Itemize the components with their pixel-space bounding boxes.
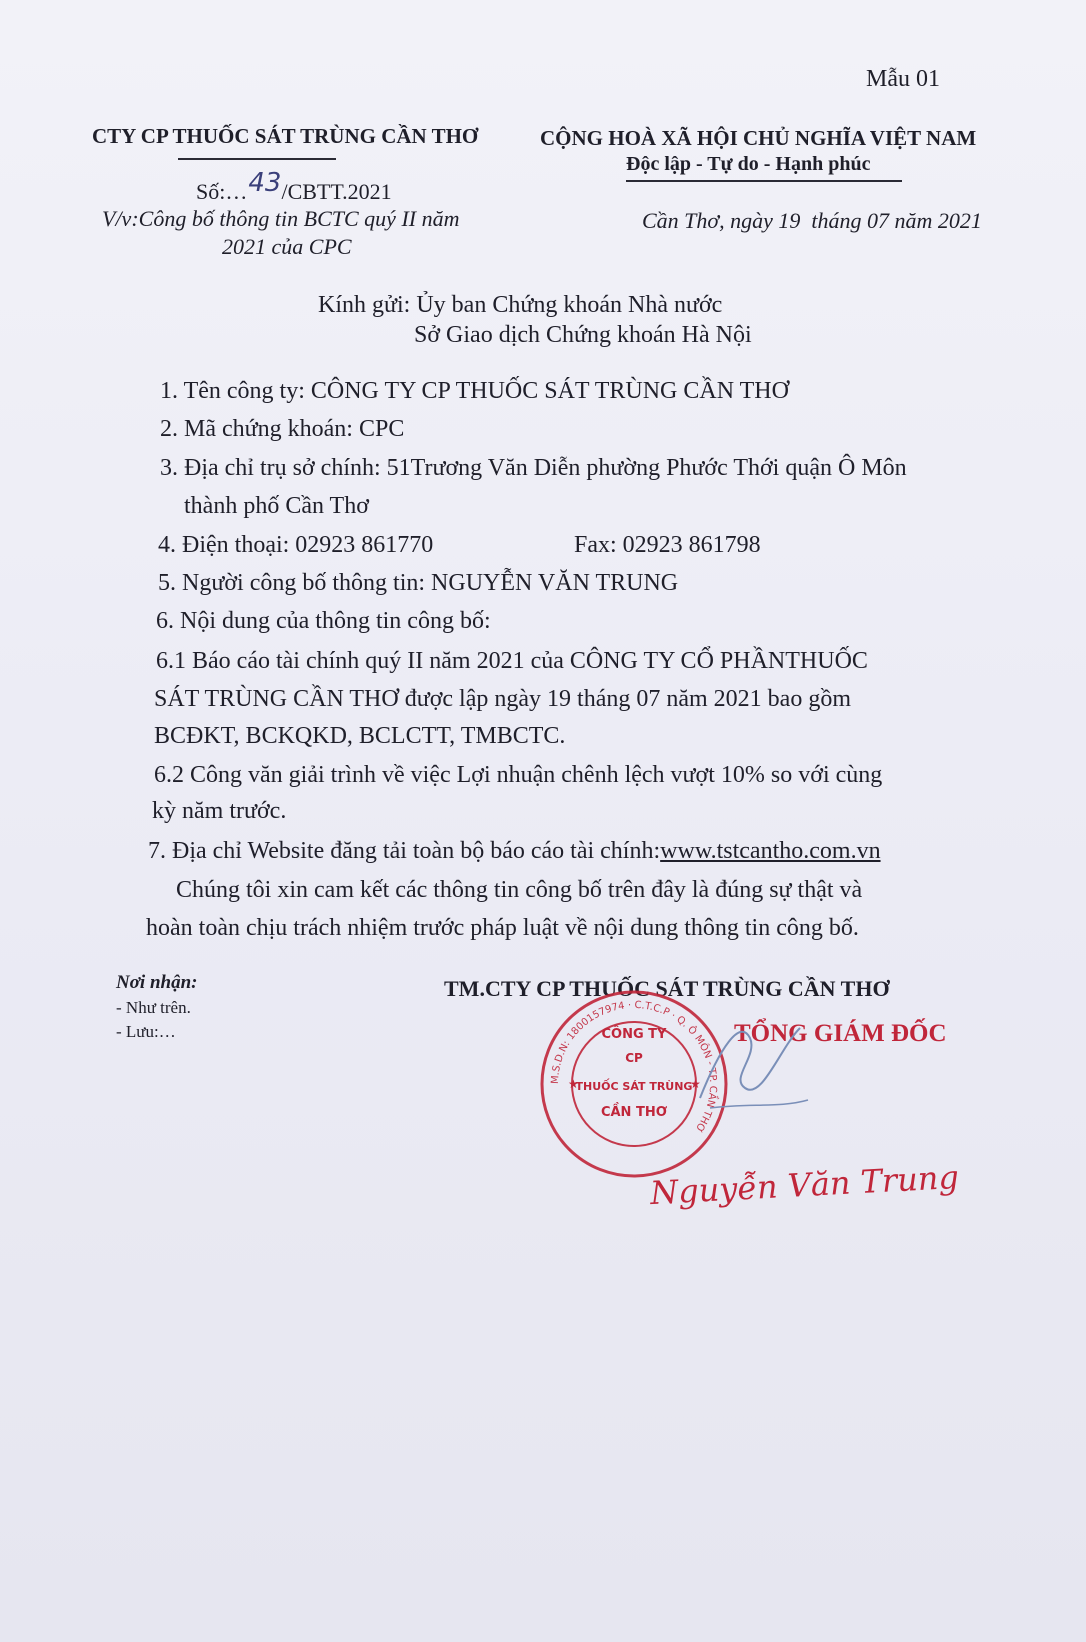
svg-text:CÔNG TY: CÔNG TY — [601, 1027, 667, 1042]
item-6-1-line-2: SÁT TRÙNG CẦN THƠ được lập ngày 19 tháng 07 năm 2021 bao gồm — [154, 686, 851, 712]
svg-text:CẦN THƠ: CẦN THƠ — [600, 1105, 668, 1120]
subject-line-1: V/v:Công bố thông tin BCTC quý II năm — [102, 206, 460, 231]
website-link[interactable]: www.tstcantho.com.vn — [660, 838, 881, 864]
item-6-2-line-1: 6.2 Công văn giải trình về việc Lợi nhuận chênh lệch vượt 10% so với cùng — [154, 762, 883, 788]
place-date: Cần Thơ, ngày 19 tháng 07 năm 2021 — [642, 208, 982, 233]
commitment-line-2: hoàn toàn chịu trách nhiệm trước pháp luật về nội dung thông tin công bố. — [146, 915, 859, 941]
svg-text:★: ★ — [690, 1077, 701, 1091]
signed-name: Nguyễn Văn Trung — [649, 1157, 960, 1213]
item-1-company-name: 1. Tên công ty: CÔNG TY CP THUỐC SÁT TRÙNG CẦN THƠ — [160, 378, 789, 404]
recipients-footer-label: Nơi nhận: — [116, 972, 198, 993]
item-6-1-line-1: 6.1 Báo cáo tài chính quý II năm 2021 của CÔNG TY CỔ PHẦNTHUỐC — [156, 648, 868, 674]
recipients-line-2: Sở Giao dịch Chứng khoán Hà Nội — [414, 322, 752, 348]
motto-underline — [626, 180, 902, 182]
subject-line-2: 2021 của CPC — [222, 234, 352, 259]
company-name-header: CTY CP THUỐC SÁT TRÙNG CẦN THƠ — [92, 124, 479, 148]
item-5-disclosure-person: 5. Người công bố thông tin: NGUYỄN VĂN TRUNG — [158, 570, 679, 596]
recipients-footer-item-2: - Lưu:… — [116, 1022, 176, 1041]
svg-text:CP: CP — [625, 1051, 643, 1065]
item-6-2-line-2: kỳ năm trước. — [152, 798, 287, 824]
header-underline-left — [178, 158, 336, 160]
item-4-fax: Fax: 02923 861798 — [574, 532, 761, 558]
item-4-phone: 4. Điện thoại: 02923 861770 — [158, 532, 434, 558]
item-6-content-heading: 6. Nội dung của thông tin công bố: — [156, 608, 491, 634]
signature-position: TỔNG GIÁM ĐỐC — [734, 1020, 947, 1047]
recipients-footer-item-1: - Như trên. — [116, 998, 191, 1017]
document-number: Số:…43/CBTT.2021 — [196, 168, 392, 204]
national-motto: Độc lập - Tự do - Hạnh phúc — [626, 153, 871, 175]
item-6-1-line-3: BCĐKT, BCKQKD, BCLCTT, TMBCTC. — [154, 723, 566, 749]
svg-text:M.S.D.N: 1800157974 · C.T.C.P: M.S.D.N: 1800157974 · C.T.C.P · Q. Ô MÔN - TP. CẦN THƠ — [549, 999, 719, 1135]
national-title: CỘNG HOÀ XÃ HỘI CHỦ NGHĨA VIỆT NAM — [540, 126, 977, 150]
item-2-stock-code: 2. Mã chứng khoán: CPC — [160, 416, 405, 442]
item-3-address-line-2: thành phố Cần Thơ — [184, 493, 369, 519]
svg-text:THUỐC SÁT TRÙNG: THUỐC SÁT TRÙNG — [575, 1080, 693, 1093]
item-7-website: 7. Địa chỉ Website đăng tải toàn bộ báo cáo tài chính:www.tstcantho.com.vn — [148, 838, 881, 864]
signature-on-behalf: TM.CTY CP THUỐC SÁT TRÙNG CẦN THƠ — [444, 976, 890, 1001]
commitment-line-1: Chúng tôi xin cam kết các thông tin công bố trên đây là đúng sự thật và — [176, 877, 863, 903]
svg-text:★: ★ — [568, 1077, 579, 1091]
form-code: Mẫu 01 — [866, 66, 940, 92]
handwritten-number: 43 — [248, 168, 282, 198]
signature-scribble — [690, 1008, 810, 1118]
recipients-line-1: Kính gửi: Ủy ban Chứng khoán Nhà nước — [318, 292, 723, 318]
item-3-address-line-1: 3. Địa chỉ trụ sở chính: 51Trương Văn Diễn phường Phước Thới quận Ô Môn — [160, 455, 907, 481]
